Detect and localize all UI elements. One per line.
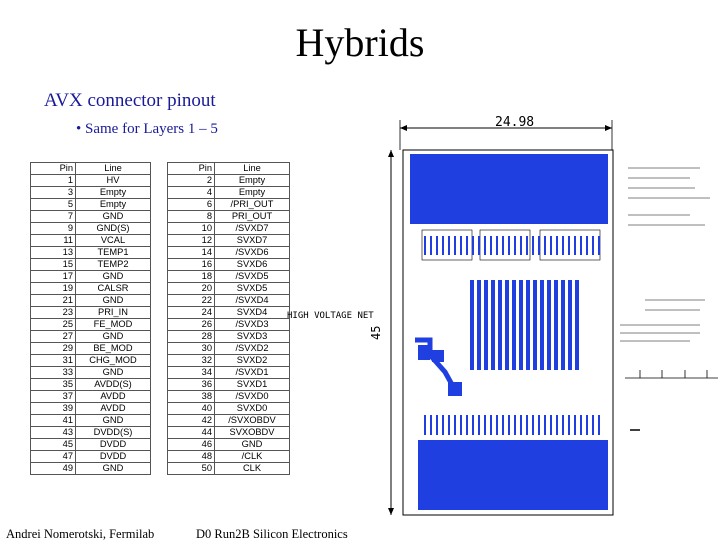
table-row [31,175,290,187]
slide-title: Hybrids [295,20,425,65]
line-cell: GND(S) [76,223,151,235]
pin-cell: 23 [31,307,76,319]
pin-cell: 17 [31,271,76,283]
line-cell: SVXD0 [215,403,290,415]
line-cell: VCAL [76,235,151,247]
table-row [31,343,290,355]
line-cell: /SVXD6 [215,247,290,259]
trace-finger [526,280,530,370]
line-cell: CLK [215,463,290,475]
table-row [31,451,290,463]
line-cell: GND [215,439,290,451]
line-cell: SVXD2 [215,355,290,367]
table-row [31,187,290,199]
arrow-right-icon [605,125,612,131]
trace-finger [554,280,558,370]
pin-cell: 27 [31,331,76,343]
table-row [31,247,290,259]
pin-cell: 19 [31,283,76,295]
pin-cell: 21 [31,295,76,307]
line-cell: SVXD5 [215,283,290,295]
hv-net-label: HIGH VOLTAGE NET [287,311,374,321]
line-cell: SVXD3 [215,331,290,343]
table-row [31,331,290,343]
scale-ruler [625,370,718,378]
table-row [31,235,290,247]
line-cell: /SVXD7 [215,223,290,235]
trace-finger [512,280,516,370]
line-cell: GND [76,271,151,283]
pinout-body [31,175,290,475]
pin-cell: 8 [168,211,215,223]
header-pin-2: Pin [168,163,215,175]
line-cell: CALSR [76,283,151,295]
height-dimension-label: 45 [369,325,383,340]
header-line: Line [76,163,151,175]
pin-cell: 18 [168,271,215,283]
table-row [31,283,290,295]
line-cell: /SVXOBDV [215,415,290,427]
hybrid-layout-drawing [280,110,720,530]
pin-cell: 47 [31,451,76,463]
table-row [31,367,290,379]
table-row [31,391,290,403]
line-cell: Empty [76,199,151,211]
line-cell: /SVXD5 [215,271,290,283]
table-row [31,211,290,223]
trace-finger [477,280,481,370]
line-cell: SVXOBDV [215,427,290,439]
line-cell: SVXD1 [215,379,290,391]
line-cell: PRI_OUT [215,211,290,223]
pin-cell: 36 [168,379,215,391]
line-cell: /SVXD4 [215,295,290,307]
pin-cell: 38 [168,391,215,403]
line-cell: GND [76,463,151,475]
pin-cell: 6 [168,199,215,211]
line-cell: GND [76,295,151,307]
line-cell: AVDD [76,391,151,403]
pin-cell: 1 [31,175,76,187]
top-ground-plane [410,154,608,224]
line-cell: PRI_IN [76,307,151,319]
line-cell: /SVXD3 [215,319,290,331]
line-cell: Empty [215,175,290,187]
trace-finger [470,280,474,370]
pin-cell: 45 [31,439,76,451]
table-row [31,379,290,391]
trace-finger [575,280,579,370]
line-cell: DVDD [76,439,151,451]
hv-pad [418,345,430,360]
pin-cell: 13 [31,247,76,259]
table-row [31,223,290,235]
line-cell: /CLK [215,451,290,463]
arrow-up-icon [388,150,394,157]
trace-finger [561,280,565,370]
line-cell: /SVXD0 [215,391,290,403]
pin-cell: 49 [31,463,76,475]
trace-finger [505,280,509,370]
pin-cell: 5 [31,199,76,211]
line-cell: CHG_MOD [76,355,151,367]
pin-cell: 28 [168,331,215,343]
line-cell: SVXD4 [215,307,290,319]
pin-cell: 31 [31,355,76,367]
arrow-left-icon [400,125,407,131]
line-cell: BE_MOD [76,343,151,355]
line-cell: SVXD6 [215,259,290,271]
pin-cell: 43 [31,427,76,439]
bottom-ground-plane [418,440,608,510]
line-cell: GND [76,331,151,343]
pin-cell: 33 [31,367,76,379]
slide-subtitle: AVX connector pinout [44,90,216,111]
pin-cell: 2 [168,175,215,187]
pin-cell: 39 [31,403,76,415]
trace-finger [533,280,537,370]
pin-cell: 34 [168,367,215,379]
pin-cell: 48 [168,451,215,463]
pin-cell: 22 [168,295,215,307]
table-row [31,463,290,475]
pin-cell: 40 [168,403,215,415]
table-row [31,307,290,319]
pin-cell: 20 [168,283,215,295]
line-cell: GND [76,415,151,427]
trace-finger [484,280,488,370]
table-row [31,319,290,331]
line-cell: Empty [76,187,151,199]
line-cell: Empty [215,187,290,199]
pin-cell: 10 [168,223,215,235]
pinout-table [30,162,290,475]
line-cell: /SVXD1 [215,367,290,379]
notes-block-2 [620,300,705,341]
table-row [31,259,290,271]
pin-cell: 7 [31,211,76,223]
trace-finger [540,280,544,370]
trace-finger [519,280,523,370]
table-row [31,439,290,451]
pin-cell: 9 [31,223,76,235]
layer-notes [628,168,710,225]
table-row [31,415,290,427]
arrow-down-icon [388,508,394,515]
pin-cell: 25 [31,319,76,331]
pin-cell: 26 [168,319,215,331]
line-cell: AVDD [76,403,151,415]
trace-finger [547,280,551,370]
pin-cell: 50 [168,463,215,475]
trace-finger [491,280,495,370]
line-cell: DVDD(S) [76,427,151,439]
line-cell: GND [76,211,151,223]
table-row [31,427,290,439]
pinout-header-row [31,163,290,175]
line-cell: TEMP2 [76,259,151,271]
width-dimension-label: 24.98 [495,115,535,130]
pin-cell: 12 [168,235,215,247]
pin-cell: 3 [31,187,76,199]
pin-cell: 35 [31,379,76,391]
line-cell: DVDD [76,451,151,463]
pin-cell: 24 [168,307,215,319]
bullet-point: • Same for Layers 1 – 5 [76,121,218,137]
pin-cell: 16 [168,259,215,271]
footer-author: Andrei Nomerotski, Fermilab [6,527,155,541]
line-cell: SVXD7 [215,235,290,247]
header-pin: Pin [31,163,76,175]
pin-cell: 42 [168,415,215,427]
line-cell: TEMP1 [76,247,151,259]
line-cell: GND [76,367,151,379]
line-cell: FE_MOD [76,319,151,331]
pin-cell: 46 [168,439,215,451]
pin-cell: 30 [168,343,215,355]
header-line-2: Line [215,163,290,175]
table-row [31,295,290,307]
line-cell: HV [76,175,151,187]
table-row [31,403,290,415]
pin-cell: 15 [31,259,76,271]
pin-cell: 32 [168,355,215,367]
pin-cell: 29 [31,343,76,355]
footer-talk: D0 Run2B Silicon Electronics [196,527,348,541]
pin-cell: 11 [31,235,76,247]
trace-finger [498,280,502,370]
line-cell: /SVXD2 [215,343,290,355]
table-row [31,355,290,367]
table-row [31,271,290,283]
pin-cell: 41 [31,415,76,427]
pin-cell: 14 [168,247,215,259]
trace-finger [568,280,572,370]
pin-cell: 4 [168,187,215,199]
line-cell: AVDD(S) [76,379,151,391]
line-cell: /PRI_OUT [215,199,290,211]
table-row [31,199,290,211]
pin-cell: 44 [168,427,215,439]
pin-cell: 37 [31,391,76,403]
